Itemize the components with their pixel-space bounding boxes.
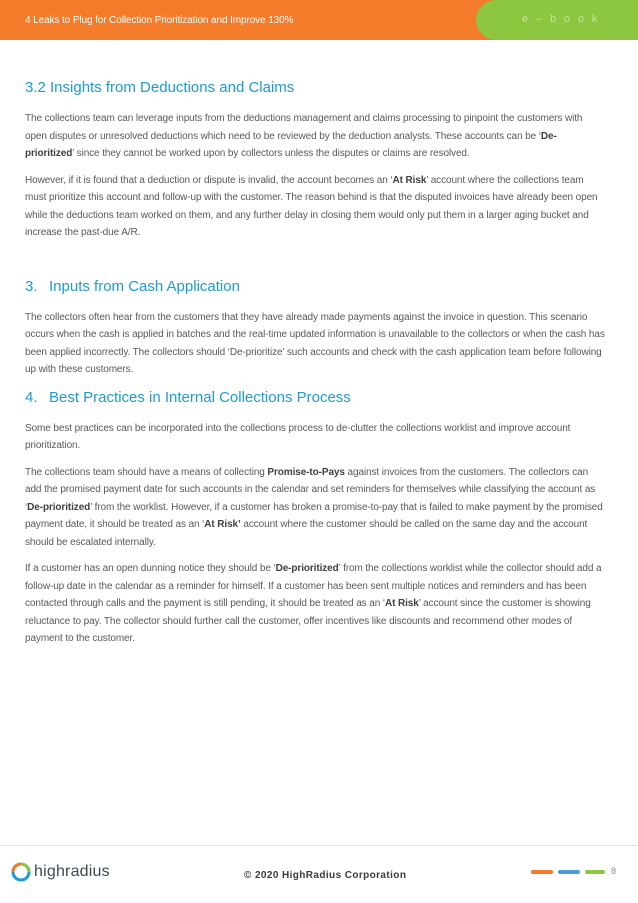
logo-text: highradius	[34, 863, 110, 880]
highradius-logo-icon	[10, 861, 32, 883]
ebook-label: e – b o o k	[522, 13, 600, 25]
section-number: 3.	[25, 277, 38, 295]
section-title: Inputs from Cash Application	[49, 277, 240, 295]
ebook-tab	[476, 0, 638, 40]
page-header	[0, 0, 638, 40]
section-heading-4	[25, 388, 605, 408]
paragraph: However, if it is found that a deduction or dispute is invalid, the account becomes an ‘At Risk’ account where the collections team must prioritize this account and follow-up with the customer. The reason behind is that the disputed invoices have already been open while the deductions team worked on them, and any further delay in closing them would only put them in a larger aging bucket and increase the past-due A/R.	[25, 174, 598, 238]
highradius-logo	[10, 861, 110, 883]
section-heading-3-2: 3.2 Insights from Deductions and Claims	[25, 79, 295, 96]
footer-divider	[0, 845, 638, 846]
footer-dash-blue	[558, 870, 580, 874]
paragraph: The collections team can leverage inputs from the deductions management and claims processing to pinpoint the customers with open disputes or unresolved deductions which need to be reviewed by the deduction analysts. These accounts can be ‘De-prioritized’ since they cannot be worked upon by collectors unless the disputes or claims are resolved.	[25, 113, 583, 159]
page-number: 8	[611, 866, 617, 876]
paragraph: The collections team should have a means of collecting Promise-to-Pays against invoices from the customers. The collectors can add the promised payment date for such accounts in the calendar and set reminders for themselves while classifying the account as ‘De-prioritized’ from the worklist. However, if a customer has broken a promise-to-pay that is failed to make payment by the promised payment date, it should be treated as an ‘At Risk’ account where the customer should be called on the same day and the account should be escalated internally.	[25, 466, 603, 548]
section-number: 4.	[25, 388, 38, 406]
section-title: Best Practices in Internal Collections Process	[49, 388, 351, 406]
document-title: 4 Leaks to Plug for Collection Prioritization and Improve 130%	[25, 15, 294, 26]
footer-dash-orange	[531, 870, 553, 874]
copyright-notice: © 2020 HighRadius Corporation	[244, 870, 407, 881]
paragraph: The collectors often hear from the customers that they have already made payments against the invoice in question. This scenario occurs when the cash is applied in batches and the real-time updated information is unavailable to the collectors or when the cash has been applied incorrectly. The collectors should ‘De-prioritize’ such accounts and check with the cash application team before following up with these customers.	[25, 311, 605, 375]
section-heading-3	[25, 277, 605, 297]
footer-dash-green	[585, 870, 605, 874]
paragraph: If a customer has an open dunning notice they should be ‘De-prioritized’ from the collections worklist while the collector should add a follow-up date in the calendar as a reminder for himself. If a customer has been sent multiple notices and reminders and has been contacted through calls and the payment is still pending, it should be treated as an ‘At Risk’ account since the customer is showing reluctance to pay. The collector should further call the customer, offer incentives like discounts and recommend other modes of payment to the customer.	[25, 563, 602, 644]
paragraph: Some best practices can be incorporated into the collections process to de-clutter the collections worklist and improve account prioritization.	[25, 422, 571, 451]
page-content	[25, 78, 605, 657]
